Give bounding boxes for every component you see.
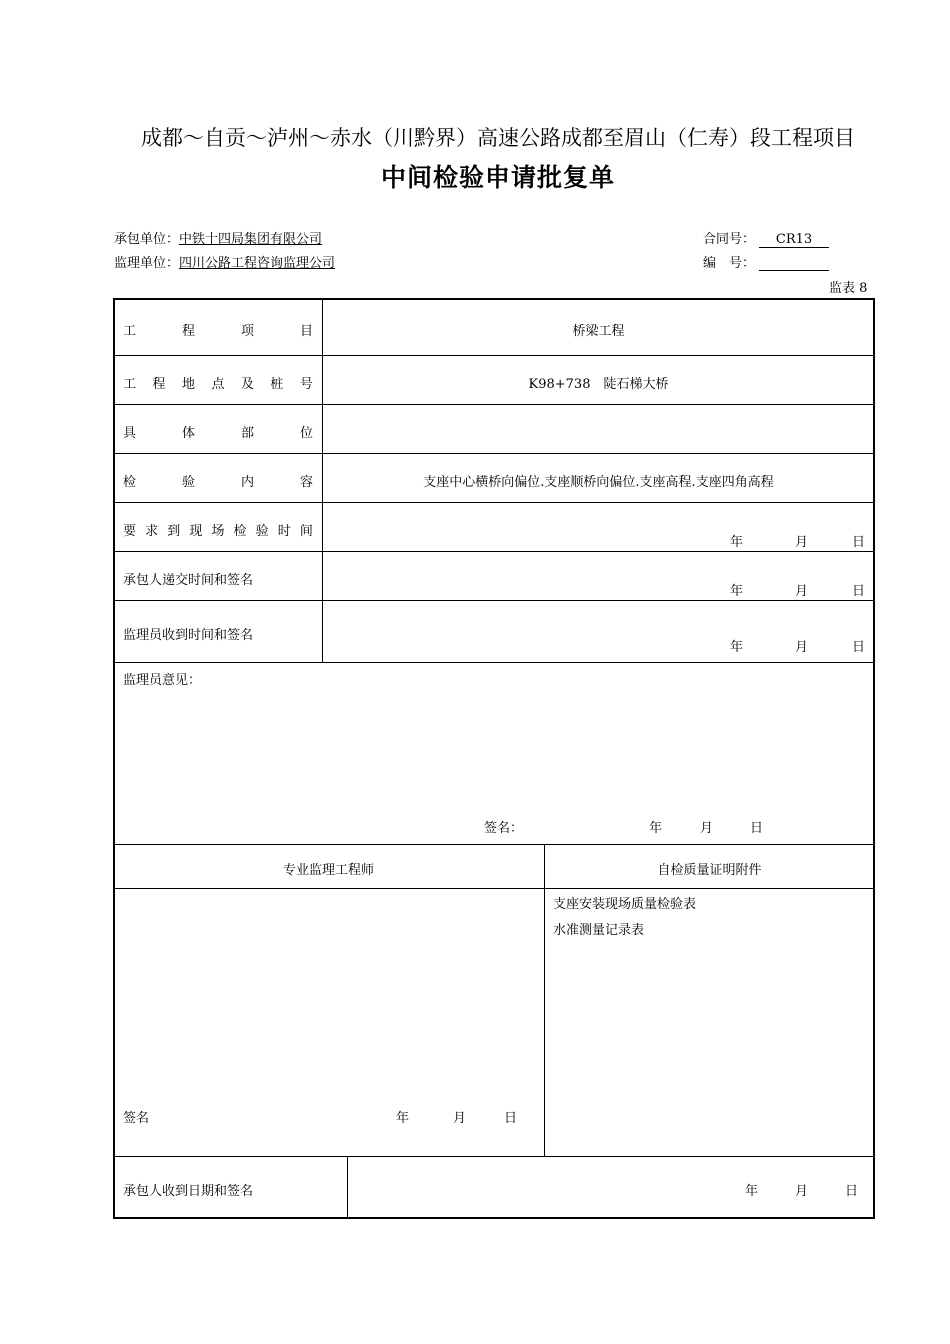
serial-number-line [703,252,829,271]
label-char: 工 [123,377,137,392]
contractor-line [114,228,322,247]
column-divider [347,1156,348,1219]
required-time-label [123,520,313,539]
label-char: 具 [123,426,137,441]
row-divider [113,453,875,454]
opinion-month: 月 [700,821,714,836]
column-divider [544,844,545,1156]
label-char: 目 [299,324,313,339]
row-divider [113,844,875,845]
label-char: 到 [167,524,181,539]
label-char: 位 [299,426,313,441]
opinion-sign-label: 签名： [484,821,524,836]
contract-number-line [703,228,829,248]
row-divider [113,551,875,552]
label-char: 体 [181,426,195,441]
label-char: 验 [255,524,269,539]
submit-year: 年 [730,584,744,599]
serial-number-label: 编 号： [703,256,756,271]
row-divider [113,355,875,356]
engineer-year: 年 [396,1111,410,1126]
label-char: 场 [211,524,225,539]
supervisor-line [114,252,335,271]
document-title: 中间检验申请批复单 [380,163,615,192]
supervisor-label: 监理单位： [114,256,180,271]
contract-number-label: 合同号： [703,232,756,247]
label-char: 地 [181,377,195,392]
label-char: 现 [189,524,203,539]
engineer-header: 专业监理工程师 [282,863,374,878]
location-value: K98+738 陡石梯大桥 [528,377,669,392]
row-divider [113,502,875,503]
label-char: 号 [299,377,313,392]
row-divider [113,1156,875,1157]
receipt-month: 月 [795,1184,809,1199]
receive-day: 日 [852,640,866,655]
part-label [123,422,313,441]
engineer-sign-label: 签名 [123,1111,150,1126]
opinion-year: 年 [649,821,663,836]
supervisor-receive-label: 监理员收到时间和签名 [123,628,254,643]
project-value: 桥梁工程 [572,324,625,339]
content-label [123,471,313,490]
label-char: 工 [123,324,137,339]
submit-day: 日 [852,584,866,599]
label-char: 程 [152,377,166,392]
submit-month: 月 [795,584,809,599]
project-label [123,320,313,339]
label-char: 求 [145,524,159,539]
location-label [123,373,313,392]
label-char: 检 [123,475,137,490]
form-code: 监表 8 [829,281,868,296]
contract-number-value: CR13 [759,232,829,248]
receive-year: 年 [730,640,744,655]
supervisor-value: 四川公路工程咨询监理公司 [179,256,336,271]
row-divider [113,404,875,405]
required-day: 日 [852,535,866,550]
label-char: 时 [277,524,291,539]
label-char: 容 [299,475,313,490]
label-char: 验 [181,475,195,490]
label-char: 要 [123,524,137,539]
contractor-label: 承包单位： [114,232,180,247]
project-title: 成都～自贡～泸州～赤水（川黔界）高速公路成都至眉山（仁寿）段工程项目 [141,126,855,150]
contractor-submit-label: 承包人递交时间和签名 [123,573,254,588]
row-divider [113,888,875,889]
required-month: 月 [795,535,809,550]
label-char: 及 [240,377,254,392]
label-char: 内 [240,475,254,490]
label-char: 检 [233,524,247,539]
serial-number-value [759,254,829,271]
label-char: 桩 [270,377,284,392]
required-year: 年 [730,535,744,550]
receipt-year: 年 [745,1184,759,1199]
label-char: 程 [181,324,195,339]
row-divider [113,662,875,663]
row-divider [113,600,875,601]
opinion-day: 日 [750,821,764,836]
attachments-header: 自检质量证明附件 [657,863,762,878]
receive-month: 月 [795,640,809,655]
label-char: 项 [240,324,254,339]
engineer-month: 月 [453,1111,467,1126]
engineer-day: 日 [504,1111,518,1126]
label-char: 间 [299,524,313,539]
attachment-item: 支座安装现场质量检验表 [553,897,697,912]
receipt-day: 日 [845,1184,859,1199]
contractor-receipt-label: 承包人收到日期和签名 [123,1184,254,1199]
attachment-item: 水准测量记录表 [553,923,645,938]
contractor-value: 中铁十四局集团有限公司 [179,232,323,247]
label-char: 点 [211,377,225,392]
opinion-label: 监理员意见： [123,673,202,688]
label-char: 部 [240,426,254,441]
content-value: 支座中心横桥向偏位.支座顺桥向偏位.支座高程.支座四角高程 [423,475,774,490]
